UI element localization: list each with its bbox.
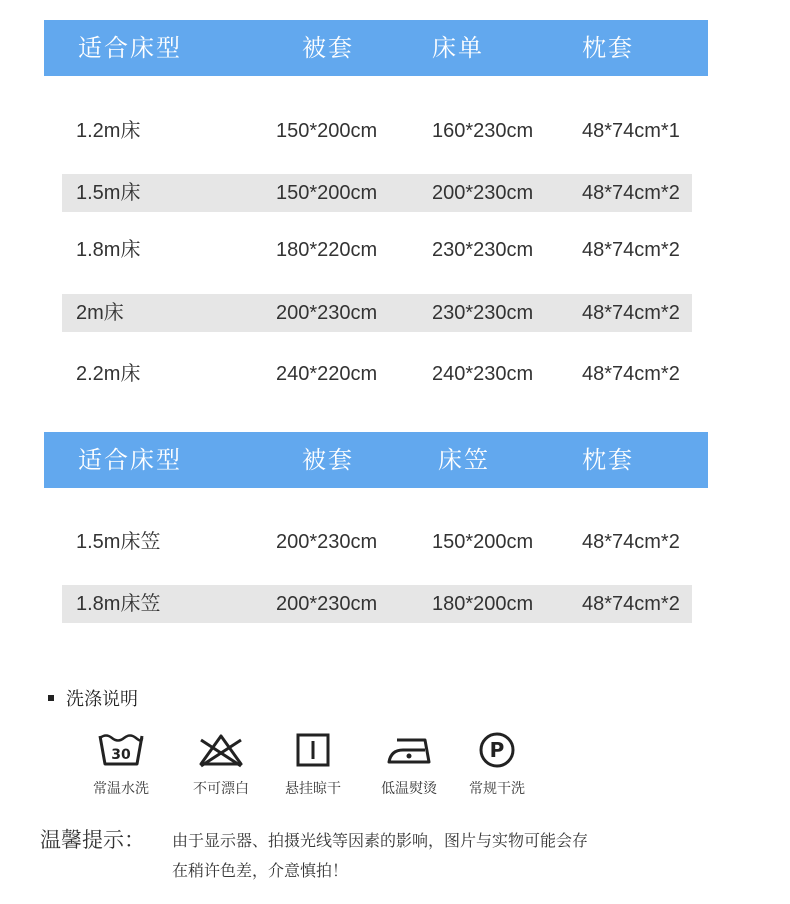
table-row xyxy=(62,174,692,212)
table-row xyxy=(62,355,692,393)
table-row xyxy=(62,523,692,561)
notice-line: 在稍许色差，介意慎拍！ xyxy=(172,861,349,880)
care-title-text: 洗涤说明 xyxy=(66,689,138,710)
table2-header xyxy=(44,432,708,488)
pillowcase-size-cell: 48*74cm*2 xyxy=(582,239,680,261)
care-label: 不可漂白 xyxy=(193,781,249,797)
bed-type-cell: 1.8m床笠 xyxy=(76,593,161,615)
table2-header-duvet: 被套 xyxy=(302,446,354,474)
duvet-size-cell: 240*220cm xyxy=(276,363,378,385)
sheet-size-cell: 240*230cm xyxy=(432,363,534,385)
care-label: 悬挂晾干 xyxy=(285,781,341,797)
table1-header-duvet: 被套 xyxy=(302,34,354,62)
fitted-sheet-size-cell: 150*200cm xyxy=(432,531,534,553)
sheet-size-cell: 230*230cm xyxy=(432,302,534,324)
bed-type-cell: 1.2m床 xyxy=(76,120,141,142)
duvet-size-cell: 200*230cm xyxy=(276,593,378,615)
table2-header-pillowcase: 枕套 xyxy=(582,446,634,474)
care-item-wash xyxy=(76,730,166,798)
care-label: 常温水洗 xyxy=(93,781,149,797)
duvet-size-cell: 150*200cm xyxy=(276,182,378,204)
notice-label: 温馨提示： xyxy=(40,828,145,852)
care-label: 低温熨烫 xyxy=(381,781,437,797)
table-row xyxy=(62,112,692,150)
bed-type-cell: 1.5m床笠 xyxy=(76,531,161,553)
duvet-size-cell: 200*230cm xyxy=(276,531,378,553)
sheet-size-cell: 200*230cm xyxy=(432,182,534,204)
bed-type-cell: 1.5m床 xyxy=(76,182,141,204)
hang-dry-icon xyxy=(293,730,333,770)
bed-type-cell: 2.2m床 xyxy=(76,363,141,385)
table1-header-bed-type: 适合床型 xyxy=(78,34,182,62)
iron-low-icon xyxy=(383,730,435,770)
table1-header xyxy=(44,20,708,76)
duvet-size-cell: 200*230cm xyxy=(276,302,378,324)
duvet-size-cell: 180*220cm xyxy=(276,239,378,261)
care-item-bleach xyxy=(176,730,266,798)
duvet-size-cell: 150*200cm xyxy=(276,120,378,142)
table-row xyxy=(62,294,692,332)
notice-text xyxy=(172,826,672,886)
wash-temperature: 30 xyxy=(111,747,131,763)
no-bleach-icon xyxy=(195,730,247,770)
pillowcase-size-cell: 48*74cm*2 xyxy=(582,531,680,553)
wash-30-icon xyxy=(97,730,145,770)
bed-type-cell: 1.8m床 xyxy=(76,239,141,261)
sheet-size-cell: 160*230cm xyxy=(432,120,534,142)
care-label: 常规干洗 xyxy=(469,781,525,797)
pillowcase-size-cell: 48*74cm*2 xyxy=(582,182,680,204)
table-row xyxy=(62,231,692,269)
dry-clean-p-icon xyxy=(477,730,517,770)
dry-clean-letter: P xyxy=(489,738,505,762)
bed-type-cell: 2m床 xyxy=(76,302,124,324)
pillowcase-size-cell: 48*74cm*2 xyxy=(582,302,680,324)
pillowcase-size-cell: 48*74cm*1 xyxy=(582,120,680,142)
table1-header-pillowcase: 枕套 xyxy=(582,34,634,62)
bullet-icon xyxy=(48,695,54,701)
sheet-size-cell: 230*230cm xyxy=(432,239,534,261)
care-item-hang-dry xyxy=(268,730,358,798)
table2-header-bed-type: 适合床型 xyxy=(78,446,182,474)
care-item-dry-clean xyxy=(452,730,542,798)
pillowcase-size-cell: 48*74cm*2 xyxy=(582,363,680,385)
table-row xyxy=(62,585,692,623)
table2-header-fitted-sheet: 床笠 xyxy=(438,446,490,474)
care-item-iron xyxy=(364,730,454,798)
table1-header-sheet: 床单 xyxy=(432,34,484,62)
care-section-title xyxy=(48,684,138,712)
fitted-sheet-size-cell: 180*200cm xyxy=(432,593,534,615)
notice-line: 由于显示器、拍摄光线等因素的影响，图片与实物可能会存 xyxy=(172,831,589,850)
pillowcase-size-cell: 48*74cm*2 xyxy=(582,593,680,615)
